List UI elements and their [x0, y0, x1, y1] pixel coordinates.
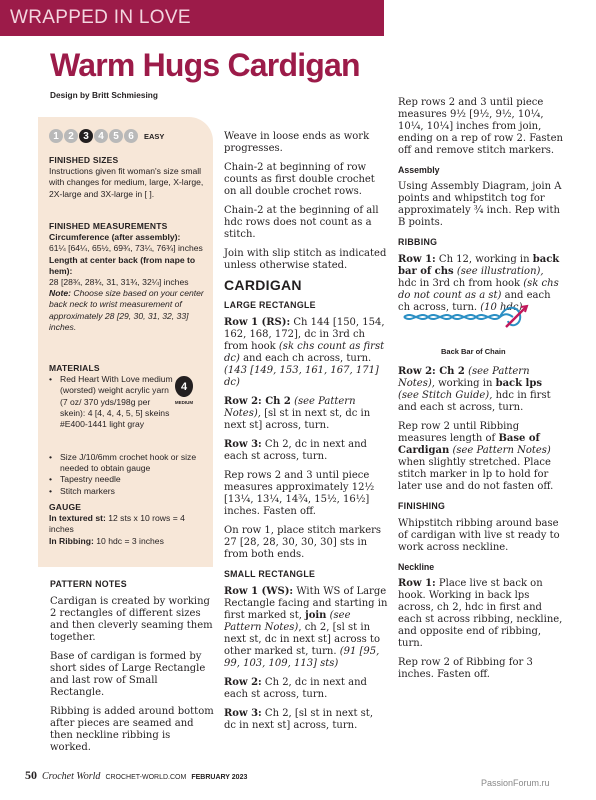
- yarn-weight-number: 4: [180, 381, 188, 393]
- length-label: Length at center back (from nape to hem):: [49, 254, 196, 276]
- gauge-section: [49, 502, 209, 547]
- column-two: [224, 131, 388, 739]
- gauge2-value: 10 hdc = 3 inches: [96, 535, 164, 546]
- pattern-notes-paragraph: Ribbing is added around bottom after pieces are seamed and then neckline ribbing is worked.: [50, 706, 214, 753]
- row-text: and each ch across, turn.: [398, 290, 551, 313]
- large-row-1: [224, 317, 388, 389]
- note-paragraph: Join with slip stitch as indicated unless otherwise stated.: [224, 248, 387, 271]
- row-label: Row 1 (RS):: [224, 317, 291, 328]
- byline-prefix: Design by: [50, 90, 90, 100]
- section-banner: [0, 0, 384, 36]
- row-label: Row 2: Ch 2: [224, 396, 291, 407]
- byline: [50, 90, 158, 100]
- skill-dot-active: 3: [79, 129, 93, 143]
- note-paragraph: Chain-2 at the beginning of all hdc rows does not count as a stitch.: [224, 205, 379, 240]
- assembly-heading: Assembly: [398, 165, 440, 175]
- row-note: (see Pattern Notes): [224, 610, 351, 633]
- row-text: Place live st back on hook. Working in back lps across, ch 2, hdc in first and each st across ribbing, neckline, and opposite end of ribbing, turn.: [398, 578, 563, 649]
- small-rectangle-heading: SMALL RECTANGLE: [224, 569, 316, 579]
- materials-section-cont: [49, 452, 209, 497]
- cardigan-heading: CARDIGAN: [224, 277, 302, 293]
- magazine-name: Crochet World: [42, 771, 101, 782]
- circumference-value: 61¼ [64¼, 65½, 69¾, 73¼, 76¾] inches: [49, 243, 203, 254]
- row-note: (see Pattern Notes),: [224, 396, 356, 419]
- assembly-text: Using Assembly Diagram, join A points and whipstitch tog for approximately ¾ inch. Rep with B points.: [398, 181, 562, 228]
- row-note: (see illustration),: [456, 266, 544, 277]
- ribbing-heading: RIBBING: [398, 237, 438, 247]
- row-text: , ch 2, [sl st in next st, dc in next st] across to other marked st, turn.: [224, 622, 380, 657]
- row-bold: Base of Cardigan: [398, 433, 540, 456]
- material-item: • Size J/10/6mm crochet hook or size needed to obtain gauge: [49, 452, 209, 474]
- row-note: (see Pattern Notes),: [398, 366, 530, 389]
- pattern-notes-paragraph: Cardigan is created by working 2 rectangles of different sizes and then cleverly seaming them together.: [50, 596, 213, 643]
- row-bold: back lps: [495, 378, 542, 389]
- finished-sizes-heading: FINISHED SIZES: [49, 155, 119, 165]
- materials-section: [49, 363, 174, 430]
- row-label: Row 3:: [224, 708, 262, 719]
- large-markers: On row 1, place stitch markers 27 [28, 28, 30, 30, 30] sts in from both ends.: [224, 525, 382, 560]
- measurements-section: [49, 221, 209, 333]
- row-text: Ch 2, dc in next and each st across, turn.: [224, 439, 367, 462]
- issue-date: FEBRUARY 2023: [191, 774, 248, 781]
- row-label: Row 1:: [398, 578, 436, 589]
- gauge1-label: In textured st:: [49, 513, 106, 524]
- ribbing-row-2: [398, 366, 564, 414]
- page-number: 50: [25, 768, 37, 782]
- large-repeat: Rep rows 2 and 3 until piece measures approximately 12½ [13¼, 13¼, 14¾, 15½, 16½] inches. Fasten off.: [224, 470, 375, 517]
- neckline-heading: Neckline: [398, 562, 435, 572]
- skill-level: [49, 129, 164, 143]
- large-row-3: [224, 439, 388, 463]
- large-row-2: [224, 396, 388, 432]
- row-label: Row 1:: [398, 254, 436, 265]
- neckline-row-1: [398, 578, 564, 650]
- ribbing-repeat: [398, 421, 564, 493]
- row-bold: back bar of chs: [398, 254, 560, 277]
- row-note: (sk chs count as first dc): [224, 341, 385, 364]
- large-rectangle-heading: LARGE RECTANGLE: [224, 300, 316, 310]
- small-repeat: Rep rows 2 and 3 until piece measures 9½ [9½, 9½, 10¼, 10¼, 10¼] inches from join, ending on a rep of row 2. Fasten off and remove stitch markers.: [398, 97, 563, 156]
- materials-list: [49, 452, 209, 497]
- page-title: Warm Hugs Cardigan: [50, 47, 360, 83]
- designer-name: Britt Schmiesing: [91, 90, 158, 100]
- watermark: PassionForum.ru: [481, 778, 550, 788]
- materials-heading: MATERIALS: [49, 363, 100, 373]
- materials-list: [49, 374, 174, 430]
- row-text: hdc in first and each st across, turn.: [398, 390, 551, 413]
- skill-dot: 4: [94, 129, 108, 143]
- row-note: (see Stitch Guide),: [398, 390, 493, 401]
- material-item: • Tapestry needle: [49, 474, 209, 485]
- material-item: • Stitch markers: [49, 486, 209, 497]
- measurements-heading: FINISHED MEASUREMENTS: [49, 221, 168, 231]
- gauge1-value: 12 sts x 10 rows = 4 inches: [49, 513, 185, 535]
- note-paragraph: Chain-2 at beginning of row counts as first double crochet on all double crochet rows.: [224, 162, 375, 197]
- row-text: With WS of Large Rectangle facing and starting in first marked st,: [224, 586, 388, 621]
- small-row-1: [224, 586, 388, 670]
- row-note: (sk chs do not count as a st): [398, 278, 559, 301]
- row-note: (10 hdc): [480, 302, 523, 313]
- illustration-caption: Back Bar of Chain: [441, 347, 506, 356]
- circumference-label: Circumference (after assembly):: [49, 232, 181, 243]
- row-text: Ch 144 [150, 154, 162, 168, 172], dc in 3rd ch from hook: [224, 317, 385, 352]
- note-label: Note:: [49, 288, 71, 299]
- skill-label: EASY: [144, 131, 165, 141]
- row-text: Ch 2, [sl st in next st, dc in next st] across, turn.: [224, 708, 373, 731]
- column-three-top: [398, 97, 564, 321]
- note-paragraph: Weave in loose ends as work progresses.: [224, 131, 370, 154]
- row-note: (see Pattern Notes): [452, 445, 551, 456]
- finishing-heading: FINISHING: [398, 501, 446, 511]
- back-bar-chain-illustration: [400, 297, 540, 337]
- pattern-notes: [50, 578, 214, 761]
- row-note: (143 [149, 153, 161, 167, 171] dc): [224, 365, 379, 388]
- finished-sizes-text: Instructions given fit woman's size small with changes for medium, large, X-large, 2X-large and 3X-large in [ ].: [49, 166, 204, 199]
- row-label: Row 2: Ch 2: [398, 366, 465, 377]
- banner-text: WRAPPED IN LOVE: [10, 7, 191, 28]
- yarn-weight-icon: [173, 375, 195, 405]
- note-text: Choose size based on your center back neck to wrist measurement of approximately 28 [29, 30, 31, 32, 33] inches.: [49, 288, 204, 332]
- pattern-notes-paragraph: Base of cardigan is formed by short sides of Large Rectangle and last row of Small Rectangle.: [50, 651, 206, 698]
- row-text: Ch 12, working in: [438, 254, 530, 265]
- row-text: working in: [438, 378, 493, 389]
- length-value: 28 [28¾, 28¾, 31, 31¾, 32¼] inches: [49, 277, 189, 288]
- neckline-row-2: Rep row 2 of Ribbing for 3 inches. Fasten off.: [398, 657, 533, 680]
- row-text: hdc in 3rd ch from hook: [398, 278, 521, 289]
- skill-dot: 1: [49, 129, 63, 143]
- column-three-bottom: [398, 366, 564, 688]
- row-text: [sl st in next st, dc in next st] across, turn.: [224, 408, 371, 431]
- small-row-3: [224, 708, 388, 732]
- page-footer: [25, 768, 247, 783]
- gauge-heading: GAUGE: [49, 502, 82, 512]
- row-label: Row 2:: [224, 677, 262, 688]
- gauge2-label: In Ribbing:: [49, 535, 94, 546]
- row-text: and each ch across, turn.: [243, 353, 372, 364]
- magazine-site: CROCHET-WORLD.COM: [105, 774, 187, 781]
- row-label: Row 3:: [224, 439, 262, 450]
- finishing-text: Whipstitch ribbing around base of cardigan with live st ready to work across neckline.: [398, 518, 560, 553]
- pattern-notes-heading: PATTERN NOTES: [50, 579, 127, 589]
- row-bold: join: [305, 610, 327, 621]
- skill-dot: 5: [109, 129, 123, 143]
- material-item: • Red Heart With Love medium (worsted) weight acrylic yarn (7 oz/ 370 yds/198g per skein): 4 [4, 4, 4, 5, 5] skeins #E400-1441 light gray: [49, 374, 174, 430]
- row-text: Ch 2, dc in next and each st across, turn.: [224, 677, 367, 700]
- skill-dot: 2: [64, 129, 78, 143]
- row-label: Row 1 (WS):: [224, 586, 294, 597]
- finished-sizes-section: [49, 155, 209, 200]
- row-text: Rep row 2 until Ribbing measures length of: [398, 421, 520, 444]
- row-note: (91 [95, 99, 103, 109, 113] sts): [224, 646, 380, 669]
- yarn-weight-label: MEDIUM: [174, 400, 194, 405]
- skill-dot: 6: [124, 129, 138, 143]
- row-text: when slightly stretched. Place stitch marker in lp to hold for later use and do not fasten off.: [398, 457, 554, 492]
- small-row-2: [224, 677, 388, 701]
